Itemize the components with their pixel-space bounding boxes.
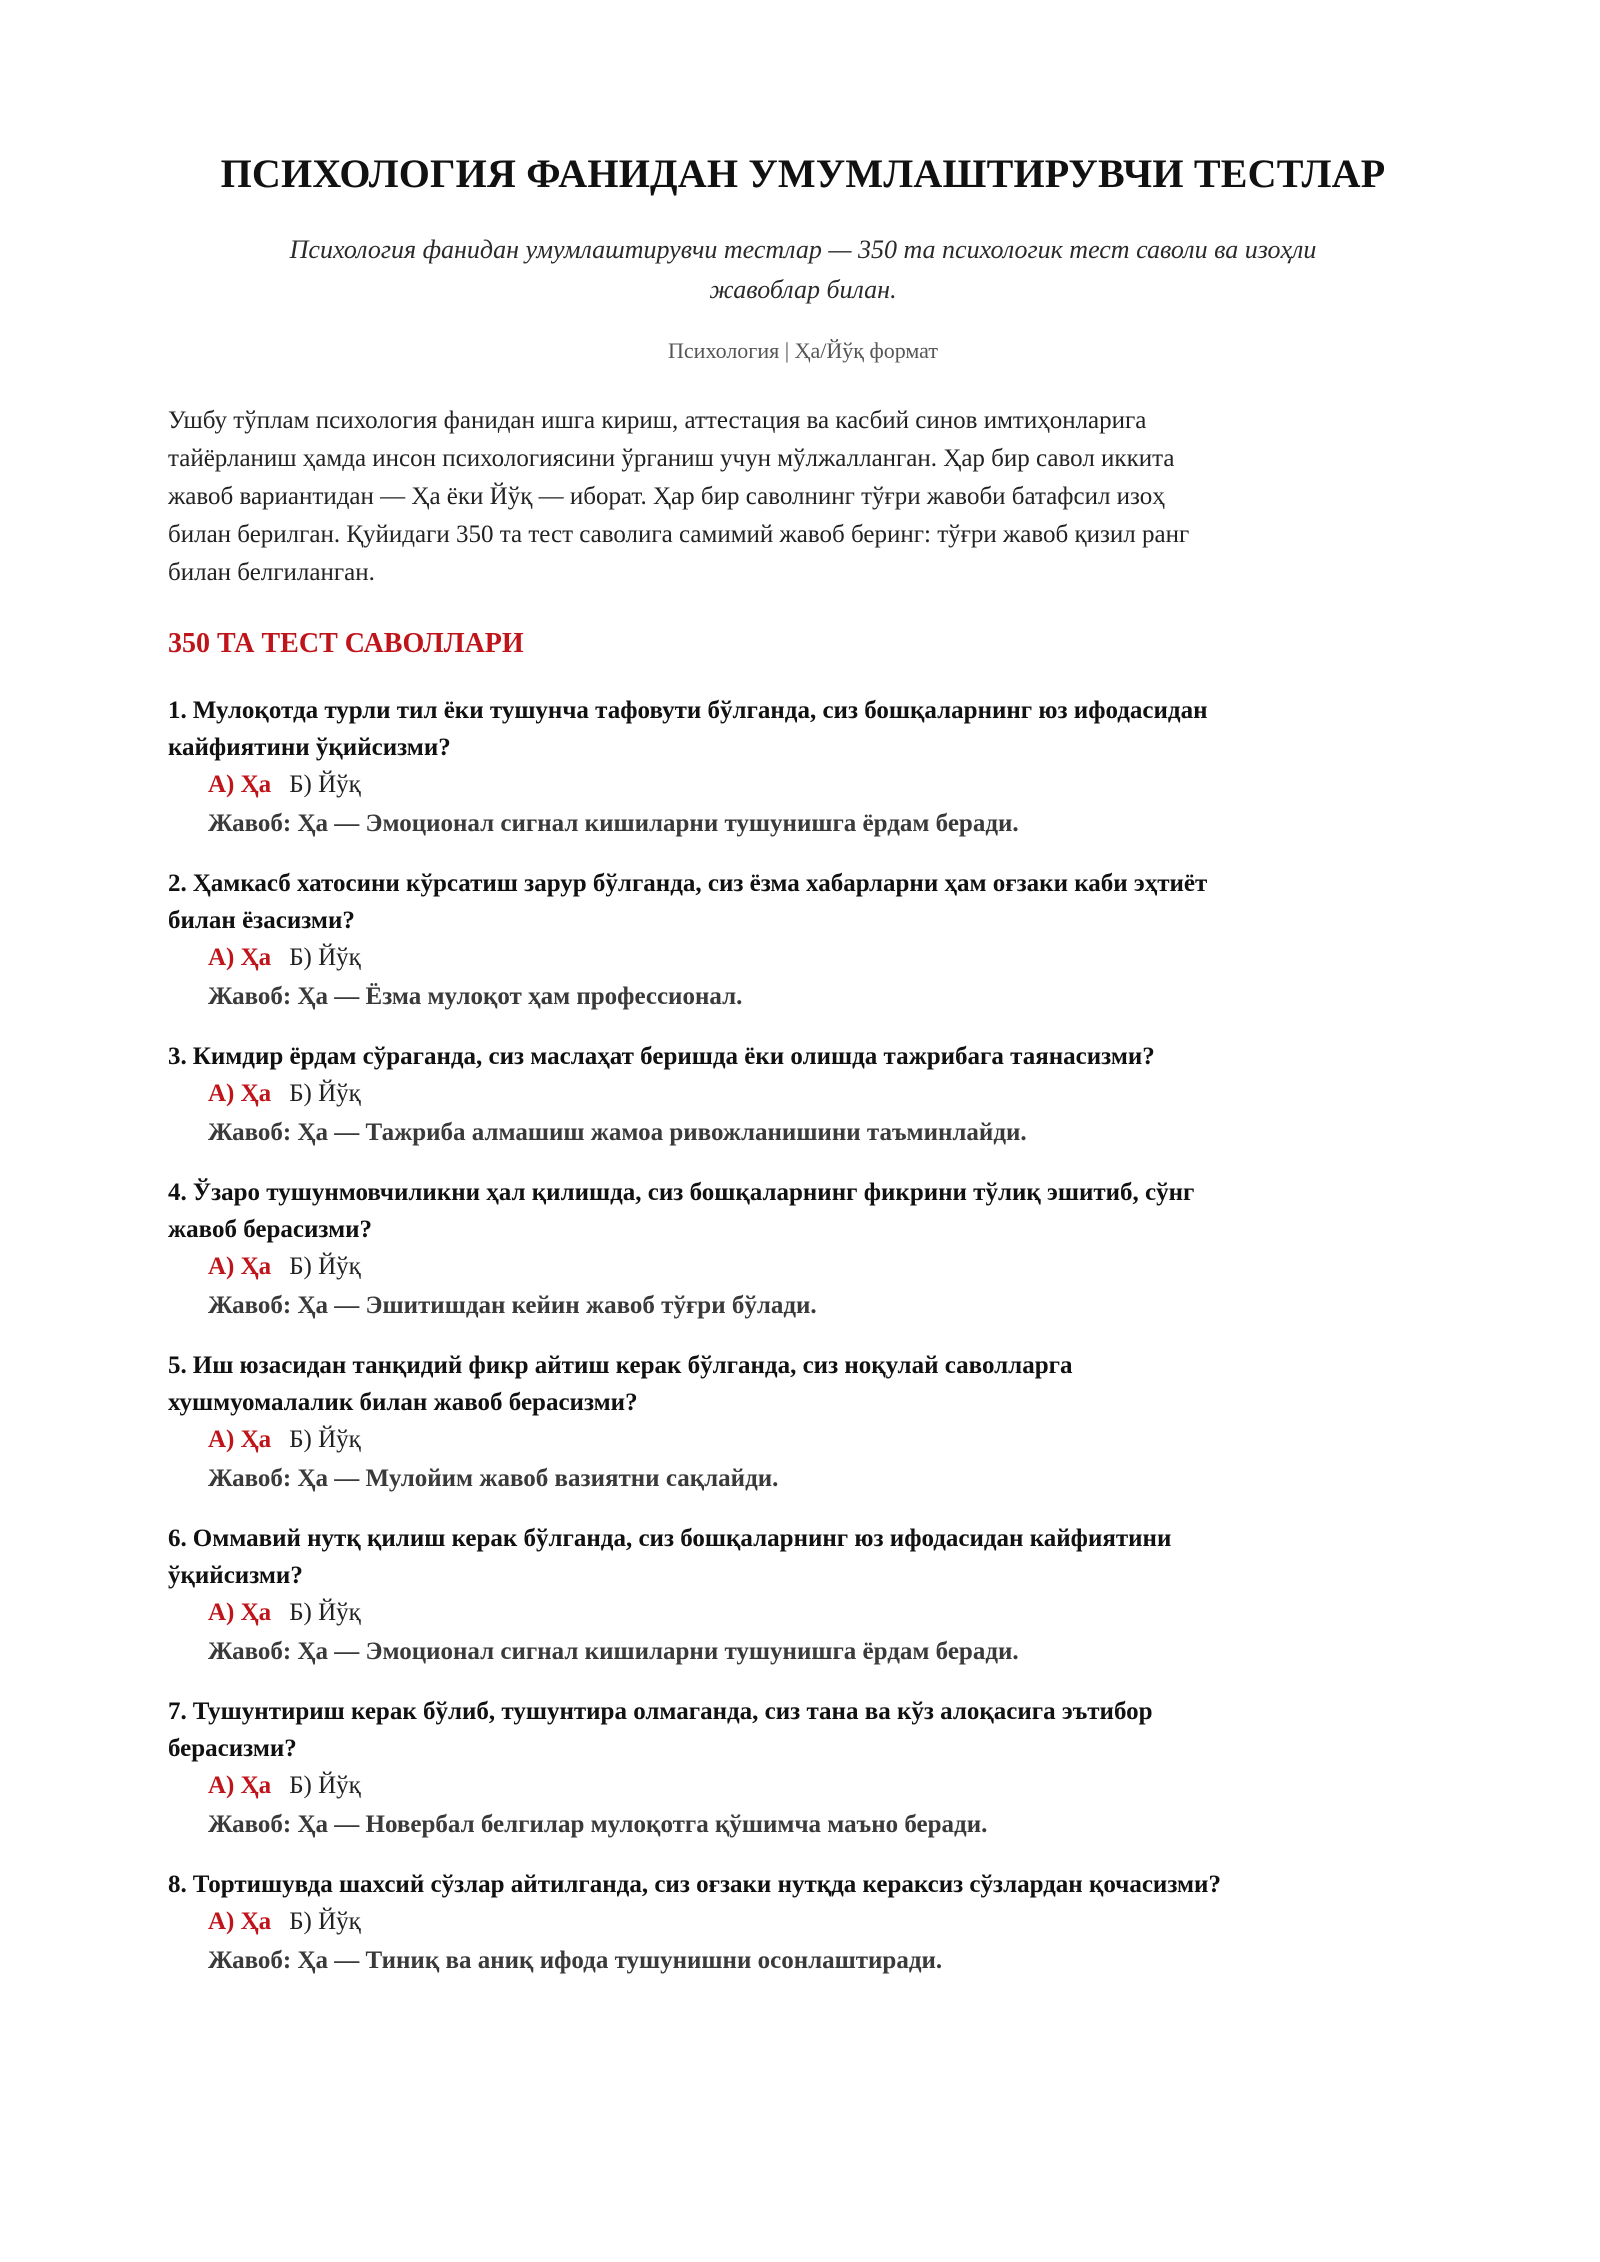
answer-explanation: Жавоб: Ҳа — Ёзма мулоқот ҳам профессионал.	[208, 983, 743, 1010]
question-item	[168, 1174, 1438, 1327]
option-a-correct: А) Ҳа	[208, 1253, 272, 1280]
question-text	[168, 1693, 1438, 1767]
question-line: Тортишувда шахсий сўзлар айтилганда, сиз оғзаки нутқда кераксиз сўзлардан қочасизми?	[192, 1871, 1221, 1898]
question-item	[168, 692, 1438, 845]
question-list	[168, 692, 1438, 2002]
option-b: Б) Йўқ	[289, 1253, 361, 1280]
answer-explanation: Жавоб: Ҳа — Мулойим жавоб вазиятни сақлайди.	[208, 1465, 779, 1492]
option-b: Б) Йўқ	[289, 944, 361, 971]
answer-options	[168, 939, 1438, 976]
intro-line: Ушбу тўплам психология фанидан ишга кириш, аттестация ва касбий синов имтиҳонларига	[168, 407, 1147, 434]
question-line: Иш юзасидан танқидий фикр айтиш керак бўлганда, сиз ноқулай саволларга	[192, 1352, 1073, 1379]
answer-explanation: Жавоб: Ҳа — Эшитишдан кейин жавоб тўғри бўлади.	[208, 1292, 817, 1319]
question-number: 2.	[168, 870, 187, 897]
question-text	[168, 1866, 1438, 1903]
document-meta: Психология | Ҳа/Йўқ формат	[668, 338, 938, 363]
question-line: кайфиятини ўқийсизми?	[168, 734, 451, 761]
question-number: 3.	[168, 1043, 187, 1070]
intro-line: жавоб вариантидан — Ҳа ёки Йўқ — иборат. Ҳар бир саволнинг тўғри жавоби батафсил изоҳ	[168, 483, 1165, 510]
question-line: берасизми?	[168, 1735, 297, 1762]
question-line: Кимдир ёрдам сўраганда, сиз маслаҳат беришда ёки олишда тажрибага таянасизми?	[192, 1043, 1155, 1070]
question-text	[168, 1347, 1438, 1421]
answer-options	[168, 1248, 1438, 1285]
answer-explanation: Жавоб: Ҳа — Эмоционал сигнал кишиларни тушунишга ёрдам беради.	[208, 810, 1019, 837]
option-b: Б) Йўқ	[289, 771, 361, 798]
answer-explanation: Жавоб: Ҳа — Тиниқ ва аниқ ифода тушунишни осонлаштиради.	[208, 1947, 943, 1974]
question-line: билан ёзасизми?	[168, 907, 355, 934]
question-line: Ҳамкасб хатосини кўрсатиш зарур бўлганда, сиз ёзма хабарларни ҳам оғзаки каби эҳтиёт	[192, 870, 1208, 897]
intro-line: билан белгиланган.	[168, 559, 375, 586]
intro-line: билан берилган. Қуйидаги 350 та тест саволига самимий жавоб беринг: тўғри жавоб қизил ранг	[168, 521, 1190, 548]
question-item	[168, 1520, 1438, 1673]
question-number: 5.	[168, 1352, 187, 1379]
intro-paragraph	[168, 402, 1438, 592]
answer-options	[168, 1594, 1438, 1631]
answer-explanation: Жавоб: Ҳа — Эмоционал сигнал кишиларни тушунишга ёрдам беради.	[208, 1638, 1019, 1665]
question-item	[168, 865, 1438, 1018]
option-a-correct: А) Ҳа	[208, 1080, 272, 1107]
subtitle-line: Психология фанидан умумлаштирувчи тестлар — 350 та психологик тест саволи ва изоҳли	[289, 235, 1317, 264]
option-b: Б) Йўқ	[289, 1080, 361, 1107]
option-a-correct: А) Ҳа	[208, 771, 272, 798]
answer-options	[168, 1903, 1438, 1940]
answer-options	[168, 766, 1438, 803]
question-text	[168, 1038, 1438, 1075]
question-line: ўқийсизми?	[168, 1562, 303, 1589]
question-line: жавоб берасизми?	[168, 1216, 373, 1243]
option-b: Б) Йўқ	[289, 1908, 361, 1935]
answer-explanation: Жавоб: Ҳа — Тажриба алмашиш жамоа ривожланишини таъминлайди.	[208, 1119, 1027, 1146]
question-text	[168, 1520, 1438, 1594]
answer-explanation: Жавоб: Ҳа — Новербал белгилар мулоқотга қўшимча маъно беради.	[208, 1811, 988, 1838]
question-number: 8.	[168, 1871, 187, 1898]
answer-options	[168, 1075, 1438, 1112]
option-a-correct: А) Ҳа	[208, 944, 272, 971]
section-heading: 350 ТА ТЕСТ САВОЛЛАРИ	[168, 628, 524, 659]
answer-options	[168, 1767, 1438, 1804]
answer-options	[168, 1421, 1438, 1458]
question-text	[168, 1174, 1438, 1248]
question-item	[168, 1866, 1438, 1982]
option-a-correct: А) Ҳа	[208, 1908, 272, 1935]
question-line: Оммавий нутқ қилиш керак бўлганда, сиз бошқаларнинг юз ифодасидан кайфиятини	[192, 1525, 1172, 1552]
question-item	[168, 1693, 1438, 1846]
question-number: 6.	[168, 1525, 187, 1552]
question-number: 1.	[168, 697, 187, 724]
option-b: Б) Йўқ	[289, 1772, 361, 1799]
question-text	[168, 865, 1438, 939]
option-a-correct: А) Ҳа	[208, 1426, 272, 1453]
question-number: 7.	[168, 1698, 187, 1725]
question-line: Ўзаро тушунмовчиликни ҳал қилишда, сиз бошқаларнинг фикрини тўлиқ эшитиб, сўнг	[192, 1179, 1195, 1206]
question-line: хушмуомалалик билан жавоб берасизми?	[168, 1389, 638, 1416]
option-b: Б) Йўқ	[289, 1426, 361, 1453]
question-item	[168, 1038, 1438, 1154]
question-item	[168, 1347, 1438, 1500]
intro-line: тайёрланиш ҳамда инсон психологиясини ўрганиш учун мўлжалланган. Ҳар бир савол иккита	[168, 445, 1175, 472]
document-subtitle	[168, 230, 1438, 310]
option-b: Б) Йўқ	[289, 1599, 361, 1626]
question-line: Мулоқотда турли тил ёки тушунча тафовути бўлганда, сиз бошқаларнинг юз ифодасидан	[192, 697, 1208, 724]
question-text	[168, 692, 1438, 766]
document-title: ПСИХОЛОГИЯ ФАНИДАН УМУМЛАШТИРУВЧИ ТЕСТЛАР	[220, 151, 1386, 196]
question-number: 4.	[168, 1179, 187, 1206]
question-line: Тушунтириш керак бўлиб, тушунтира олмаганда, сиз тана ва кўз алоқасига эътибор	[192, 1698, 1153, 1725]
subtitle-line: жавоблар билан.	[709, 275, 897, 304]
option-a-correct: А) Ҳа	[208, 1772, 272, 1799]
option-a-correct: А) Ҳа	[208, 1599, 272, 1626]
